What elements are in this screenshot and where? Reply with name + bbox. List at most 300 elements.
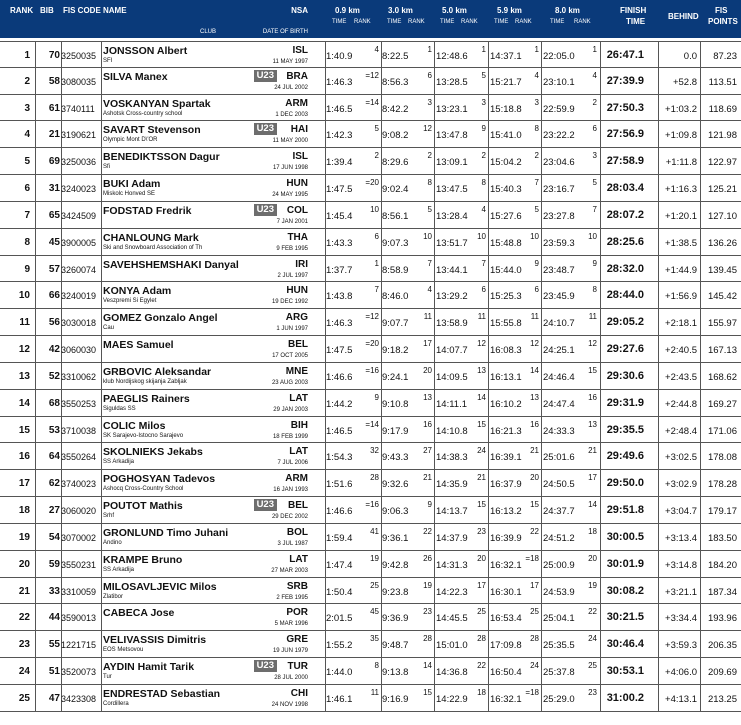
split-time: 25:29.0	[543, 693, 575, 705]
split-rank: 41	[370, 526, 379, 536]
finish-time: 30:53.1	[606, 665, 644, 678]
split-rank: 13	[588, 419, 597, 429]
column-divider	[35, 524, 36, 550]
header-split-2-time: TIME	[387, 19, 402, 25]
column-divider	[101, 336, 102, 362]
split-time: 24:53.9	[543, 586, 575, 598]
fis-points: 179.17	[707, 506, 737, 518]
behind-time: +4:06.0	[665, 667, 697, 679]
split-time: 16:53.4	[490, 613, 522, 625]
table-row[interactable]	[0, 336, 741, 363]
behind-time: +3:59.3	[665, 640, 697, 652]
split-rank: 19	[423, 580, 432, 590]
table-row[interactable]	[0, 256, 741, 283]
column-divider	[488, 42, 489, 67]
split-rank: 14	[588, 500, 597, 510]
table-row[interactable]	[0, 282, 741, 309]
split-rank: 7	[481, 258, 486, 268]
column-divider	[658, 390, 659, 416]
split-rank: 21	[530, 446, 539, 456]
nsa-code: ISL	[292, 151, 308, 163]
split-rank: 12	[423, 124, 432, 134]
finish-time: 29:27.6	[606, 343, 644, 356]
athlete-name: POUTOT Mathis	[103, 500, 183, 513]
split-time: 13:44.1	[436, 264, 468, 276]
athlete-name: ENDRESTAD Sebastian	[103, 687, 221, 700]
split-time: 13:29.2	[436, 291, 468, 303]
split-rank: =18	[525, 553, 539, 563]
split-time: 25:37.8	[543, 667, 575, 679]
split-time: 14:36.8	[436, 667, 468, 679]
athlete-name: AYDIN Hamit Tarik	[103, 661, 195, 674]
table-row[interactable]	[0, 578, 741, 605]
column-divider	[35, 256, 36, 282]
athlete-club: Miskolc Honved SE	[103, 191, 156, 198]
rank-cell: 5	[24, 156, 30, 168]
date-of-birth: 2 FEB 1995	[276, 594, 308, 601]
split-time: 9:43.3	[382, 452, 409, 464]
finish-time: 27:58.9	[606, 155, 644, 168]
athlete-name: COLIC Milos	[103, 419, 166, 432]
column-divider	[700, 121, 701, 147]
column-divider	[700, 95, 701, 121]
behind-time: 0.0	[683, 51, 697, 62]
fis-points: 87.23	[713, 51, 737, 62]
split-time: 9:17.9	[382, 425, 409, 437]
table-row[interactable]	[0, 121, 741, 148]
nsa-code: TUR	[287, 661, 308, 673]
fis-code-cell: 3190621	[61, 130, 97, 141]
split-rank: 20	[530, 473, 539, 483]
bib-cell: 64	[48, 451, 60, 463]
split-time: 13:51.7	[436, 237, 468, 249]
behind-time: +1:11.8	[665, 157, 697, 169]
column-divider	[101, 390, 102, 416]
split-rank: 4	[592, 70, 597, 80]
column-divider	[35, 121, 36, 147]
split-time: 24:50.5	[543, 479, 575, 491]
split-time: 16:39.1	[490, 452, 522, 464]
finish-time: 26:47.1	[606, 49, 644, 61]
split-time: 1:44.0	[326, 667, 353, 679]
column-divider	[434, 282, 435, 308]
fis-points: 168.62	[707, 371, 737, 383]
split-rank: 28	[423, 634, 432, 644]
split-time: 14:45.5	[436, 613, 468, 625]
split-time: 23:22.2	[543, 130, 575, 142]
split-time: 1:37.7	[326, 264, 353, 276]
table-row[interactable]	[0, 41, 741, 68]
table-row[interactable]	[0, 658, 741, 685]
column-divider	[101, 148, 102, 174]
table-row[interactable]	[0, 95, 741, 122]
column-divider	[434, 551, 435, 577]
split-time: 9:07.3	[382, 237, 409, 249]
table-row[interactable]	[0, 390, 741, 417]
split-time: 16:21.3	[490, 425, 522, 437]
table-row[interactable]	[0, 470, 741, 497]
behind-time: +4:13.1	[665, 693, 697, 705]
finish-time: 27:39.9	[606, 74, 644, 87]
behind-time: +2:43.5	[665, 371, 697, 383]
table-row[interactable]	[0, 229, 741, 256]
header-split-4-rank: RANK	[515, 19, 532, 25]
split-rank: 6	[592, 124, 597, 134]
column-divider	[434, 68, 435, 94]
column-divider	[434, 363, 435, 389]
split-rank: 26	[423, 553, 432, 563]
date-of-birth: 29 DEC 2002	[271, 514, 308, 521]
fis-points: 121.98	[707, 130, 737, 142]
column-divider	[541, 175, 542, 201]
column-divider	[101, 658, 102, 684]
split-time: 1:46.5	[326, 103, 353, 115]
behind-time: +3:04.7	[665, 506, 697, 518]
column-divider	[101, 551, 102, 577]
fis-code-cell: 3310062	[61, 371, 97, 382]
fis-points: 178.08	[707, 452, 737, 464]
column-divider	[101, 685, 102, 711]
athlete-name: CABECA Jose	[103, 607, 175, 620]
split-time: 1:40.9	[326, 51, 353, 62]
column-divider	[35, 202, 36, 228]
split-time: 15:55.8	[490, 318, 522, 330]
fis-code-cell: 3900005	[61, 237, 97, 248]
split-time: 9:10.8	[382, 398, 409, 410]
nsa-code: BEL	[288, 339, 308, 351]
table-row[interactable]	[0, 497, 741, 524]
bib-cell: 70	[48, 50, 60, 61]
column-divider	[658, 229, 659, 255]
finish-time: 30:08.2	[606, 584, 644, 597]
column-divider	[101, 497, 102, 523]
athlete-name: VOSKANYAN Spartak	[103, 97, 211, 110]
nsa-code: BIH	[290, 419, 308, 431]
athlete-name: SILVA Manex	[103, 70, 168, 83]
column-divider	[700, 148, 701, 174]
column-divider	[101, 121, 102, 147]
split-time: 25:00.9	[543, 559, 575, 571]
athlete-name: FODSTAD Fredrik	[103, 204, 192, 217]
split-rank: 23	[588, 687, 597, 697]
table-row[interactable]	[0, 631, 741, 658]
fis-code-cell: 3520073	[61, 667, 97, 678]
split-rank: 3	[427, 97, 432, 107]
header-split-1-km: 0.9 km	[335, 6, 360, 15]
fis-code-cell: 3710038	[61, 425, 97, 436]
column-divider	[541, 309, 542, 335]
fis-code-cell: 3550253	[61, 398, 97, 409]
column-divider	[541, 470, 542, 496]
split-time: 1:51.6	[326, 479, 353, 491]
table-row[interactable]	[0, 363, 741, 390]
column-divider	[35, 42, 36, 67]
fis-code-cell: 3240019	[61, 291, 97, 302]
finish-time: 29:05.2	[606, 316, 644, 329]
header-club: CLUB	[200, 29, 217, 35]
split-rank: 2	[534, 151, 539, 161]
table-row[interactable]	[0, 443, 741, 470]
split-time: 9:13.8	[382, 667, 409, 679]
split-rank: 17	[530, 580, 539, 590]
athlete-club: Ashocq Cross-Country School	[103, 486, 184, 493]
split-rank: 24	[477, 446, 486, 456]
nsa-code: LAT	[289, 392, 308, 404]
split-time: 9:48.7	[382, 640, 409, 652]
column-divider	[600, 282, 601, 308]
split-time: 23:16.7	[543, 184, 575, 196]
athlete-club: Ski and Snowboard Association of Th	[103, 244, 203, 251]
split-time: 1:47.4	[326, 559, 353, 571]
finish-time: 31:00.2	[606, 691, 644, 704]
split-rank: 5	[592, 178, 597, 188]
split-time: 24:46.4	[543, 371, 575, 383]
bib-cell: 54	[48, 531, 60, 543]
fis-code-cell: 3740111	[61, 103, 95, 114]
nsa-code: IRI	[295, 258, 308, 270]
split-time: 13:58.9	[436, 318, 468, 330]
split-time: 1:47.5	[326, 184, 353, 196]
behind-time: +1:03.2	[665, 103, 697, 115]
split-rank: 28	[530, 634, 539, 644]
split-rank: 21	[423, 473, 432, 483]
column-divider	[101, 443, 102, 469]
bib-cell: 59	[48, 558, 60, 570]
column-divider	[658, 42, 659, 67]
column-divider	[541, 604, 542, 630]
finish-time: 29:49.6	[606, 450, 644, 463]
column-divider	[700, 551, 701, 577]
fis-points: 122.97	[707, 157, 737, 169]
table-row[interactable]	[0, 309, 741, 336]
column-divider	[101, 309, 102, 335]
date-of-birth: 16 JAN 1993	[273, 487, 308, 494]
column-divider	[35, 631, 36, 657]
table-row[interactable]	[0, 148, 741, 175]
split-time: 1:59.4	[326, 532, 353, 544]
split-rank: 32	[370, 446, 379, 456]
column-divider	[600, 685, 601, 711]
split-time: 9:08.2	[382, 130, 409, 142]
split-time: 16:39.9	[490, 532, 522, 544]
split-time: 22:59.9	[543, 103, 575, 115]
fis-points: 125.21	[707, 184, 737, 196]
rank-cell: 10	[18, 290, 30, 302]
finish-time: 28:03.4	[606, 182, 644, 195]
column-divider	[700, 658, 701, 684]
split-time: 9:18.2	[382, 345, 409, 357]
split-rank: 17	[423, 339, 432, 349]
split-time: 9:42.8	[382, 559, 409, 571]
column-divider	[541, 685, 542, 711]
bib-cell: 27	[48, 505, 60, 517]
column-divider	[488, 95, 489, 121]
split-rank: 5	[374, 124, 379, 134]
bib-cell: 47	[48, 692, 60, 704]
column-divider	[541, 202, 542, 228]
column-divider	[35, 497, 36, 523]
column-divider	[658, 631, 659, 657]
split-rank: =14	[365, 419, 379, 429]
split-rank: 8	[592, 285, 597, 295]
split-rank: =14	[365, 97, 379, 107]
column-divider	[488, 417, 489, 443]
column-divider	[658, 524, 659, 550]
column-divider	[434, 604, 435, 630]
split-rank: 22	[477, 661, 486, 671]
column-divider	[488, 390, 489, 416]
bib-cell: 31	[48, 183, 60, 195]
column-divider	[35, 148, 36, 174]
column-divider	[658, 336, 659, 362]
split-rank: =12	[365, 70, 379, 80]
athlete-name: POGHOSYAN Tadevos	[103, 473, 216, 486]
column-divider	[658, 417, 659, 443]
column-divider	[488, 121, 489, 147]
table-row[interactable]	[0, 685, 741, 712]
bib-cell: 51	[48, 666, 60, 678]
athlete-name: KONYA Adam	[103, 285, 172, 298]
column-divider	[101, 256, 102, 282]
fis-code-cell: 3060020	[61, 506, 97, 517]
nsa-code: HUN	[286, 285, 308, 297]
date-of-birth: 5 MAR 1996	[274, 621, 308, 628]
date-of-birth: 19 JUN 1979	[272, 648, 308, 655]
column-divider	[658, 470, 659, 496]
fis-code-cell: 3550264	[61, 452, 97, 463]
date-of-birth: 11 MAY 1997	[272, 59, 308, 65]
bib-cell: 58	[48, 75, 60, 87]
column-divider	[600, 497, 601, 523]
column-divider	[600, 363, 601, 389]
column-divider	[434, 202, 435, 228]
column-divider	[541, 551, 542, 577]
rank-cell: 2	[24, 75, 30, 87]
fis-points: 145.42	[707, 291, 737, 303]
column-divider	[600, 417, 601, 443]
table-row[interactable]	[0, 524, 741, 551]
column-divider	[101, 363, 102, 389]
athlete-club: EOS Metsovou	[103, 647, 144, 654]
split-rank: 1	[592, 45, 597, 54]
split-time: 23:04.6	[543, 157, 575, 169]
column-divider	[488, 604, 489, 630]
split-time: 14:37.9	[436, 532, 468, 544]
bib-cell: 53	[48, 424, 60, 436]
header-date-of-birth: DATE OF BIRTH	[262, 29, 308, 35]
athlete-club: SS Arkadija	[103, 459, 135, 466]
bib-cell: 44	[48, 612, 60, 624]
date-of-birth: 29 JAN 2003	[273, 406, 308, 413]
split-time: 14:10.8	[436, 425, 468, 437]
nsa-code: POR	[286, 607, 308, 619]
split-time: 15:40.3	[490, 184, 522, 196]
header-bib: BIB	[40, 6, 54, 15]
split-time: 9:07.7	[382, 318, 409, 330]
athlete-name: GOMEZ Gonzalo Angel	[103, 312, 218, 325]
column-divider	[101, 282, 102, 308]
column-divider	[600, 256, 601, 282]
split-time: 1:43.3	[326, 237, 353, 249]
table-row[interactable]	[0, 551, 741, 578]
nsa-code: HAI	[290, 124, 308, 136]
fis-points: 113.51	[708, 76, 737, 88]
rank-cell: 21	[18, 585, 30, 597]
column-divider	[35, 68, 36, 94]
table-row[interactable]	[0, 68, 741, 95]
table-row[interactable]	[0, 604, 741, 631]
fis-code-cell: 3590013	[61, 613, 97, 624]
column-divider	[541, 42, 542, 67]
split-time: 15:41.0	[490, 130, 522, 142]
split-rank: 11	[477, 312, 486, 322]
split-rank: 15	[423, 687, 432, 697]
split-rank: 9	[374, 392, 379, 402]
column-divider	[600, 551, 601, 577]
column-divider	[434, 524, 435, 550]
split-rank: 24	[530, 661, 539, 671]
column-divider	[35, 658, 36, 684]
split-rank: 12	[530, 339, 539, 349]
athlete-name: JONSSON Albert	[103, 45, 188, 57]
table-row[interactable]	[0, 175, 741, 202]
table-row[interactable]	[0, 202, 741, 229]
athlete-name: SAVART Stevenson	[103, 124, 201, 137]
column-divider	[600, 95, 601, 121]
split-time: 1:45.4	[326, 210, 353, 222]
column-divider	[700, 578, 701, 604]
bib-cell: 68	[48, 397, 60, 409]
split-time: 1:46.1	[326, 693, 353, 705]
split-time: 13:09.1	[436, 157, 468, 169]
fis-points: 209.69	[707, 667, 737, 679]
column-divider	[700, 685, 701, 711]
column-divider	[658, 658, 659, 684]
behind-time: +3:02.5	[665, 452, 697, 464]
fis-points: 178.28	[707, 479, 737, 491]
split-rank: 13	[423, 392, 432, 402]
column-divider	[658, 148, 659, 174]
column-divider	[101, 202, 102, 228]
column-divider	[35, 443, 36, 469]
split-time: 9:23.8	[382, 586, 409, 598]
table-row[interactable]	[0, 417, 741, 444]
column-divider	[101, 578, 102, 604]
u23-badge: U23	[254, 499, 277, 511]
athlete-club: Ashotsk Cross-country school	[103, 110, 183, 117]
split-rank: 8	[427, 178, 432, 188]
athlete-club: Sfi	[103, 164, 111, 171]
split-time: 23:45.9	[543, 291, 575, 303]
athlete-name: GRONLUND Timo Juhani	[103, 526, 229, 539]
split-rank: 2	[427, 151, 432, 161]
nsa-code: ARG	[285, 312, 308, 324]
split-time: 16:13.2	[490, 506, 522, 518]
athlete-club: Cau	[103, 325, 115, 332]
column-divider	[488, 309, 489, 335]
column-divider	[488, 631, 489, 657]
split-rank: 9	[427, 500, 432, 510]
split-rank: 7	[534, 178, 539, 188]
column-divider	[488, 256, 489, 282]
column-divider	[541, 282, 542, 308]
split-rank: 45	[370, 607, 379, 617]
athlete-name: BENEDIKTSSON Dagur	[103, 151, 220, 164]
finish-time: 28:25.6	[606, 235, 644, 248]
fis-points: 136.26	[707, 237, 737, 249]
bib-cell: 45	[48, 236, 60, 248]
split-rank: 11	[370, 687, 379, 697]
